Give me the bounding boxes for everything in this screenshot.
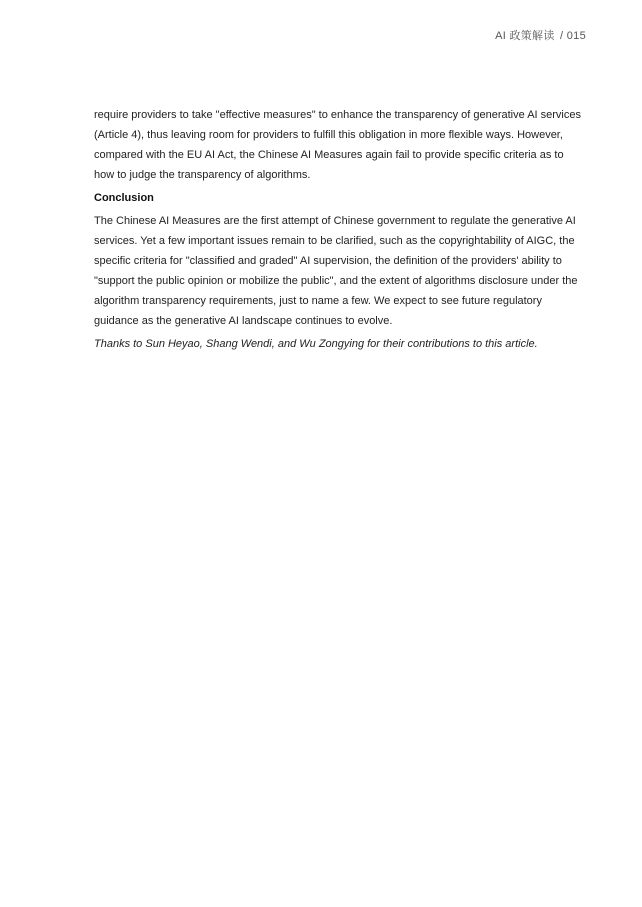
conclusion-heading: Conclusion [94,192,154,204]
article-body [94,105,586,354]
body-paragraph: require providers to take "effective measures" to enhance the transparency of generative AI services (Article 4), thus leaving room for providers to fulfill this obligation in more flexible ways. However, compared with the EU AI Act, the Chinese AI Measures again fail to provide specific criteria as to how to judge the transparency of algorithms. [94,109,581,181]
header-separator: / [560,30,564,42]
running-header [495,27,586,43]
acknowledgement: Thanks to Sun Heyao, Shang Wendi, and Wu Zongying for their contributions to this article. [94,338,538,350]
conclusion-paragraph: The Chinese AI Measures are the first attempt of Chinese government to regulate the generative AI services. Yet a few important issues remain to be clarified, such as the copyrightability of AIGC, the specific criteria for "classified and graded" AI supervision, the definition of the providers' ability to "support the public opinion or mobilize the public", and the extent of algorithms disclosure under the algorithm transparency requirements, just to name a few. We expect to see future regulatory guidance as the generative AI landscape continues to evolve. [94,215,578,327]
section-title: AI 政策解读 [495,30,555,42]
page-number: 015 [566,30,586,42]
